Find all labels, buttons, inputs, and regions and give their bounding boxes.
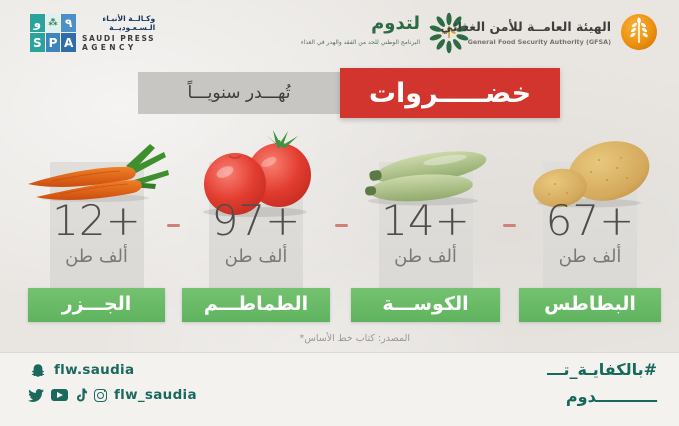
zucchini-unit: ألف طن — [394, 246, 457, 267]
spa-mark-a: A — [61, 33, 76, 52]
column-carrots — [28, 130, 165, 322]
separator-dash — [167, 224, 180, 227]
footer-bar — [0, 352, 679, 426]
potatoes-unit: ألف طن — [558, 246, 622, 267]
separator-dash — [335, 224, 348, 227]
social-handle-row — [28, 387, 197, 403]
spa-mark-s: S — [30, 33, 45, 52]
potatoes-value: 67+ — [545, 196, 635, 245]
gfsa-wheat-emblem-icon — [619, 12, 659, 52]
title-subtitle: تُهـــدر سنويـــاً — [187, 83, 291, 103]
column-potatoes — [519, 130, 661, 322]
zucchini-value: 14+ — [381, 196, 470, 245]
spa-logo — [30, 14, 155, 52]
carrots-label: الجـــزر — [28, 288, 165, 322]
title-subtitle-box — [138, 72, 340, 114]
litadoom-title: لتدوم — [371, 13, 420, 34]
gfsa-logo — [440, 14, 659, 60]
snapchat-icon — [30, 363, 46, 378]
youtube-icon — [51, 389, 68, 401]
campaign-hashtag-line2: ـــــــــــدوم — [565, 387, 657, 406]
carrots-value: 12+ — [52, 196, 141, 245]
spa-arabic-name-line2: الـسـعـوديــة — [109, 23, 156, 32]
column-zucchini — [351, 130, 500, 322]
column-tomatoes — [182, 130, 330, 322]
gfsa-arabic-title: الهيئة العامــة للأمن الغذائي — [440, 19, 611, 34]
tomatoes-unit: ألف طن — [224, 246, 288, 267]
twitter-icon — [28, 389, 44, 402]
zucchini-label: الكوســـة — [351, 288, 500, 322]
tomatoes-label: الطماطـــم — [182, 288, 330, 322]
spa-mark-waw: و — [30, 14, 45, 32]
source-note: المصدر: كتاب خط الأساس* — [299, 333, 410, 344]
potatoes-label: البطاطس — [519, 288, 661, 322]
spa-mark-p: P — [46, 33, 61, 52]
title-main-box — [340, 68, 560, 118]
palm-emblem-icon: ⁂ — [46, 14, 61, 32]
spa-english-name-line2: AGENCY — [82, 43, 137, 52]
title-main: خضـــــروات — [368, 77, 532, 109]
separator-dash — [503, 224, 516, 227]
campaign-hashtag-line1: #بالكفايـة_تـــ — [547, 360, 657, 379]
campaign-hashtag — [547, 356, 657, 410]
spa-mark-nine: ٩ — [61, 14, 76, 32]
litadoom-subtitle: البرنامج الوطني للحد من الفقد والهدر في الغذاء — [300, 39, 420, 46]
spa-arabic-name-line1: وكـالــة الأنبـاء — [102, 14, 156, 23]
spa-logo-mark-icon — [30, 14, 76, 52]
social-handle: flw_saudia — [114, 387, 197, 403]
spa-english-name-line1: SAUDI PRESS — [82, 34, 156, 43]
carrots-unit: ألف طن — [65, 246, 128, 267]
snapchat-handle-row — [30, 362, 134, 378]
tiktok-icon — [75, 388, 87, 402]
snapchat-handle: flw.saudia — [54, 362, 135, 378]
carrots-image — [22, 140, 172, 204]
tomatoes-value: 97+ — [211, 196, 301, 245]
gfsa-english-title: General Food Security Authority (GFSA) — [467, 38, 611, 46]
instagram-icon — [94, 389, 107, 402]
